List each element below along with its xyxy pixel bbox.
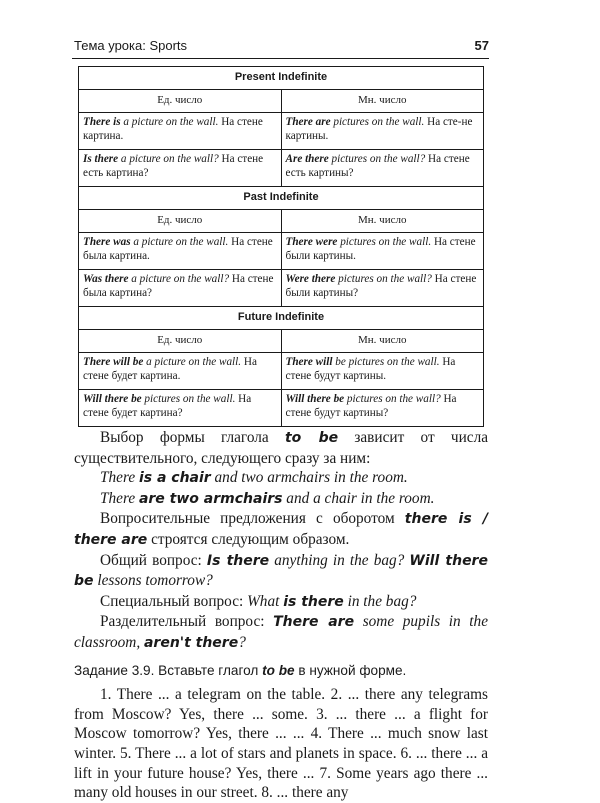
- table-row: [79, 233, 484, 270]
- column-plural: Мн. число: [281, 210, 484, 233]
- example-sentence: There is a chair and two armchairs in the room.: [100, 469, 408, 487]
- explanation-text: [74, 428, 488, 803]
- special-question: Специальный вопрос: What is there in the bag?: [100, 592, 417, 610]
- section-row: [79, 67, 484, 90]
- example-cell: Will there be pictures on the wall. На стене будет картина?: [79, 390, 282, 427]
- column-singular: Ед. число: [79, 330, 282, 353]
- example-cell: Will there be pictures on the wall? На стене будут картины?: [281, 390, 484, 427]
- table-row: [79, 353, 484, 390]
- example-cell: There is a picture on the wall. На стене картина.: [79, 113, 282, 150]
- column-plural: Мн. число: [281, 330, 484, 353]
- example-cell: Are there pictures on the wall? На стене есть картины?: [281, 150, 484, 187]
- example-cell: There were pictures on the wall. На стене были картины.: [281, 233, 484, 270]
- column-header-row: [79, 210, 484, 233]
- example-cell: There was a picture on the wall. На стене была картина.: [79, 233, 282, 270]
- column-plural: Мн. число: [281, 90, 484, 113]
- example-sentence: There are two armchairs and a chair in the room.: [100, 489, 435, 507]
- section-title: Future Indefinite: [79, 307, 484, 330]
- table-row: [79, 390, 484, 427]
- task-heading: Задание 3.9. Вставьте глагол to be в нужной форме.: [74, 662, 407, 678]
- section-title: Past Indefinite: [79, 187, 484, 210]
- column-singular: Ед. число: [79, 90, 282, 113]
- paragraph-rule: Выбор формы глагола to be зависит от числа существительного, следующего сразу за ним:: [74, 429, 488, 467]
- exercise-text: 1. There ... a telegram on the table. 2. ... there any telegrams from Moscow? Yes, there ... some. 3. ... there ... a flight for Moscow tomorrow? Yes, there ... ... 4. There ... much snow last winter. 5. There ... a lot of stars and planets in space. 6. ... there ... a lift in your future house? Yes, there ... 7. Some years ago there ... many old houses in our street. 8. ... there any: [74, 686, 488, 802]
- example-cell: There will be pictures on the wall. На стене будут картины.: [281, 353, 484, 390]
- column-header-row: [79, 330, 484, 353]
- example-cell: Is there a picture on the wall? На стене есть картина?: [79, 150, 282, 187]
- column-singular: Ед. число: [79, 210, 282, 233]
- section-title: Present Indefinite: [79, 67, 484, 90]
- example-cell: Was there a picture on the wall? На стене была картина?: [79, 270, 282, 307]
- example-cell: There are pictures on the wall. На сте-не картины.: [281, 113, 484, 150]
- tag-question: Разделительный вопрос: There are some pupils in the classroom, aren't there?: [74, 613, 488, 651]
- page-header: [72, 38, 489, 59]
- table-row: [79, 150, 484, 187]
- general-question: Общий вопрос: Is there anything in the bag? Will there be lessons tomorrow?: [74, 551, 488, 590]
- page-number: 57: [474, 38, 489, 53]
- lesson-topic: Тема урока: Sports: [74, 38, 188, 53]
- section-row: [79, 187, 484, 210]
- column-header-row: [79, 90, 484, 113]
- grammar-table: [78, 66, 484, 427]
- paragraph-questions: Вопросительные предложения с оборотом there is / there are строятся следующим образом.: [74, 510, 488, 548]
- example-cell: Were there pictures on the wall? На стене были картины?: [281, 270, 484, 307]
- section-row: [79, 307, 484, 330]
- table-row: [79, 270, 484, 307]
- example-cell: There will be a picture on the wall. На стене будет картина.: [79, 353, 282, 390]
- table-row: [79, 113, 484, 150]
